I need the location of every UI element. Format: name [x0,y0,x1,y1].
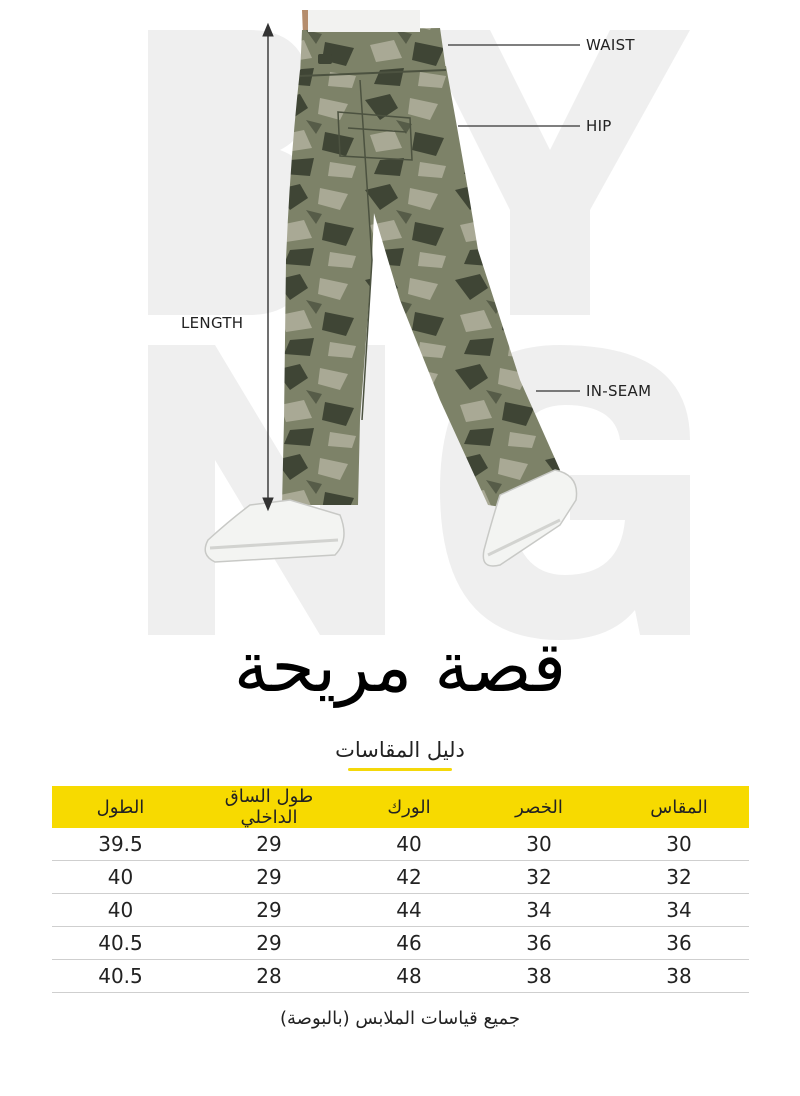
cell-length: 40.5 [52,927,189,960]
table-row [52,828,749,861]
cell-waist: 30 [469,828,609,861]
inseam-label: IN-SEAM [586,382,652,400]
header-hip: الورك [387,796,431,818]
cell-waist: 36 [469,927,609,960]
fit-title: قصة مريحة [233,626,567,708]
size-table [52,786,749,993]
table-row [52,861,749,894]
header-size: المقاس [650,796,708,818]
cell-size: 30 [609,828,749,861]
shirt-hem [308,10,420,32]
cell-length: 40.5 [52,960,189,993]
cell-hip: 44 [349,894,469,927]
cell-hip: 46 [349,927,469,960]
cell-size: 36 [609,927,749,960]
cell-hip: 42 [349,861,469,894]
header-inseam: طول الساق الداخلي [224,786,314,828]
hip-label: HIP [586,117,612,135]
header-length: الطول [96,796,145,818]
table-row [52,960,749,993]
cell-waist: 34 [469,894,609,927]
cell-size: 32 [609,861,749,894]
cell-inseam: 29 [189,861,349,894]
size-guide-title: دليل المقاسات [335,738,465,762]
table-row [52,894,749,927]
cell-length: 39.5 [52,828,189,861]
cell-hip: 48 [349,960,469,993]
length-label: LENGTH [181,314,244,332]
cell-waist: 38 [469,960,609,993]
measurements-footnote: جميع قياسات الملابس (بالبوصة) [279,1008,521,1029]
cell-size: 34 [609,894,749,927]
cell-inseam: 29 [189,828,349,861]
cell-size: 38 [609,960,749,993]
header-waist: الخصر [515,796,563,818]
cell-inseam: 29 [189,927,349,960]
size-table-header-row [52,786,749,828]
cell-length: 40 [52,861,189,894]
cell-waist: 32 [469,861,609,894]
cell-inseam: 28 [189,960,349,993]
table-row [52,927,749,960]
cell-hip: 40 [349,828,469,861]
waist-label: WAIST [586,36,635,54]
size-guide-underline [348,768,452,771]
cell-inseam: 29 [189,894,349,927]
cell-length: 40 [52,894,189,927]
